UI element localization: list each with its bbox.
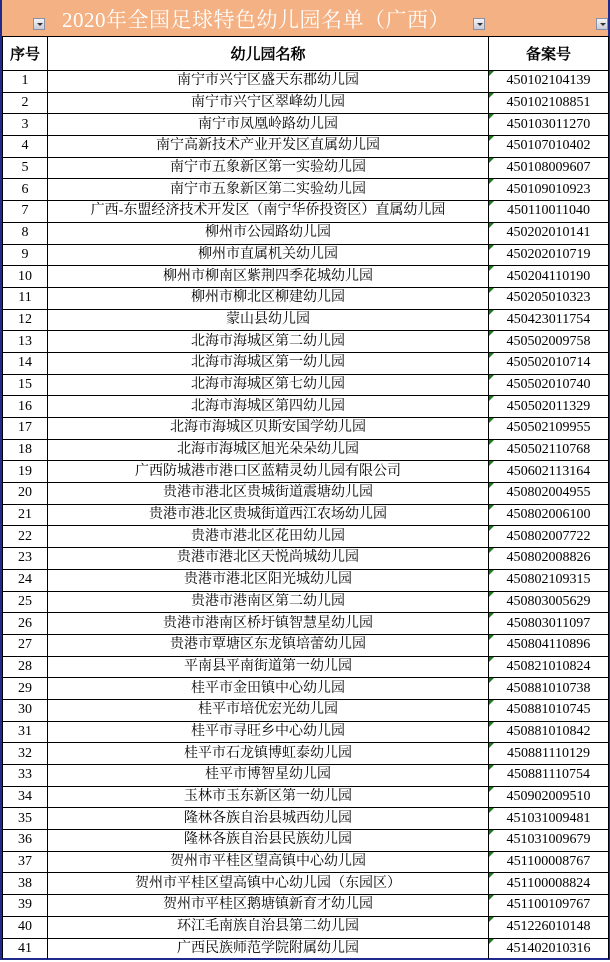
cell-code[interactable]: 450205010323 [489,287,609,309]
cell-code[interactable]: 450802007722 [489,526,609,548]
cell-code[interactable]: 450423011754 [489,309,609,331]
cell-index[interactable]: 35 [3,808,48,830]
table-row [3,504,609,526]
cell-name[interactable]: 北海市海城区第一幼儿园 [48,352,489,374]
table-row [3,678,609,700]
cell-name[interactable]: 柳州市直属机关幼儿园 [48,244,489,266]
table-row [3,179,609,201]
cell-index[interactable]: 6 [3,179,48,201]
cell-code[interactable]: 450202010141 [489,222,609,244]
cell-code[interactable]: 450502011329 [489,396,609,418]
cell-index[interactable]: 12 [3,309,48,331]
cell-name[interactable]: 贺州市平桂区望高镇中心幼儿园（东园区） [48,873,489,895]
cell-code[interactable]: 450881010738 [489,678,609,700]
cell-index[interactable]: 28 [3,656,48,678]
cell-index[interactable]: 30 [3,699,48,721]
cell-index[interactable]: 9 [3,244,48,266]
cell-index[interactable]: 26 [3,613,48,635]
cell-name[interactable]: 北海市海城区贝斯安国学幼儿园 [48,418,489,440]
table-row [3,938,609,959]
cell-name[interactable]: 桂平市寻旺乡中心幼儿园 [48,721,489,743]
cell-name[interactable]: 南宁市凤凰岭路幼儿园 [48,114,489,136]
table-row [3,244,609,266]
cell-name[interactable]: 贵港市港南区桥圩镇智慧星幼儿园 [48,613,489,635]
cell-name[interactable]: 北海市海城区第七幼儿园 [48,374,489,396]
cell-name[interactable]: 贵港市港北区阳光城幼儿园 [48,569,489,591]
table-row [3,548,609,570]
cell-code[interactable]: 450802008826 [489,548,609,570]
cell-name[interactable]: 蒙山县幼儿园 [48,309,489,331]
table-row [3,157,609,179]
cell-name[interactable]: 贵港市港北区贵城街道震塘幼儿园 [48,483,489,505]
cell-index[interactable]: 37 [3,851,48,873]
cell-code[interactable]: 450502110768 [489,439,609,461]
table-row [3,591,609,613]
cell-code[interactable]: 450802004955 [489,483,609,505]
cell-name[interactable]: 桂平市博智星幼儿园 [48,765,489,787]
cell-index[interactable]: 20 [3,483,48,505]
table-row [3,201,609,223]
table-row [3,418,609,440]
cell-code[interactable]: 450803011097 [489,613,609,635]
cell-code[interactable]: 450881010842 [489,721,609,743]
cell-code[interactable]: 451031009481 [489,808,609,830]
cell-code[interactable]: 450881010745 [489,699,609,721]
cell-code[interactable]: 450802006100 [489,504,609,526]
cell-index[interactable]: 25 [3,591,48,613]
table-row [3,136,609,158]
cell-name[interactable]: 南宁市五象新区第二实验幼儿园 [48,179,489,201]
cell-code[interactable]: 450804110896 [489,634,609,656]
cell-name[interactable]: 隆林各族自治县城西幼儿园 [48,808,489,830]
table-row [3,287,609,309]
cell-code[interactable]: 450802109315 [489,569,609,591]
cell-code[interactable]: 451100109767 [489,895,609,917]
cell-name[interactable]: 贺州市平桂区鹅塘镇新育才幼儿园 [48,895,489,917]
cell-name[interactable]: 隆林各族自治县民族幼儿园 [48,830,489,852]
table-row [3,895,609,917]
cell-index[interactable]: 2 [3,92,48,114]
table-row [3,526,609,548]
cell-index[interactable]: 38 [3,873,48,895]
header-code[interactable]: 备案号 [489,37,609,71]
table-row [3,222,609,244]
table-row [3,374,609,396]
cell-index[interactable]: 17 [3,418,48,440]
cell-name[interactable]: 贵港市港南区第二幼儿园 [48,591,489,613]
table-row [3,309,609,331]
cell-index[interactable]: 39 [3,895,48,917]
cell-name[interactable]: 柳州市柳北区柳建幼儿园 [48,287,489,309]
header-index[interactable]: 序号 [3,37,48,71]
cell-code[interactable]: 451226010148 [489,916,609,938]
table-row [3,613,609,635]
cell-index[interactable]: 7 [3,201,48,223]
cell-code[interactable]: 450103011270 [489,114,609,136]
table-body [3,71,609,960]
cell-index[interactable]: 10 [3,266,48,288]
cell-code[interactable]: 450110011040 [489,201,609,223]
cell-index[interactable]: 32 [3,743,48,765]
cell-code[interactable]: 450502010714 [489,352,609,374]
cell-name[interactable]: 广西民族师范学院附属幼儿园 [48,938,489,959]
table-row [3,808,609,830]
cell-index[interactable]: 18 [3,439,48,461]
cell-name[interactable]: 桂平市金田镇中心幼儿园 [48,678,489,700]
cell-code[interactable]: 450803005629 [489,591,609,613]
cell-name[interactable]: 南宁市兴宁区盛天东郡幼儿园 [48,71,489,93]
cell-code[interactable]: 450881110754 [489,765,609,787]
cell-code[interactable]: 450107010402 [489,136,609,158]
cell-index[interactable]: 15 [3,374,48,396]
kindergarten-table [2,36,609,959]
table-row [3,71,609,93]
table-row [3,873,609,895]
cell-name[interactable]: 北海市海城区第四幼儿园 [48,396,489,418]
table-row [3,743,609,765]
table-row [3,656,609,678]
table-row [3,634,609,656]
cell-index[interactable]: 8 [3,222,48,244]
cell-code[interactable]: 450502109955 [489,418,609,440]
cell-name[interactable]: 柳州市公园路幼儿园 [48,222,489,244]
cell-code[interactable]: 451031009679 [489,830,609,852]
cell-name[interactable]: 南宁高新技术产业开发区直属幼儿园 [48,136,489,158]
cell-index[interactable]: 36 [3,830,48,852]
cell-name[interactable]: 贵港市港北区天悦尚城幼儿园 [48,548,489,570]
cell-code[interactable]: 450109010923 [489,179,609,201]
table-row [3,786,609,808]
table-row [3,765,609,787]
cell-name[interactable]: 贵港市覃塘区东龙镇培蕾幼儿园 [48,634,489,656]
cell-index[interactable]: 1 [3,71,48,93]
cell-code[interactable]: 451402010316 [489,938,609,959]
cell-code[interactable]: 450502010740 [489,374,609,396]
table-row [3,92,609,114]
cell-name[interactable]: 贵港市港北区贵城街道西江农场幼儿园 [48,504,489,526]
cell-code[interactable]: 450202010719 [489,244,609,266]
cell-index[interactable]: 29 [3,678,48,700]
cell-name[interactable]: 平南县平南街道第一幼儿园 [48,656,489,678]
cell-index[interactable]: 4 [3,136,48,158]
table-row [3,114,609,136]
cell-code[interactable]: 450102104139 [489,71,609,93]
cell-code[interactable]: 450102108851 [489,92,609,114]
header-row [3,37,609,71]
table-row [3,266,609,288]
cell-name[interactable]: 玉林市玉东新区第一幼儿园 [48,786,489,808]
cell-name[interactable]: 南宁市五象新区第一实验幼儿园 [48,157,489,179]
cell-index[interactable]: 23 [3,548,48,570]
cell-name[interactable]: 桂平市培优宏光幼儿园 [48,699,489,721]
table-row [3,916,609,938]
table-row [3,396,609,418]
table-row [3,569,609,591]
cell-index[interactable]: 41 [3,938,48,959]
cell-code[interactable]: 450881110129 [489,743,609,765]
cell-code[interactable]: 450108009607 [489,157,609,179]
cell-index[interactable]: 11 [3,287,48,309]
cell-code[interactable]: 450502009758 [489,331,609,353]
cell-index[interactable]: 40 [3,916,48,938]
table-row [3,851,609,873]
cell-index[interactable]: 16 [3,396,48,418]
cell-index[interactable]: 3 [3,114,48,136]
table-row [3,830,609,852]
cell-index[interactable]: 14 [3,352,48,374]
cell-name[interactable]: 北海市海城区第二幼儿园 [48,331,489,353]
table-row [3,483,609,505]
cell-index[interactable]: 33 [3,765,48,787]
cell-name[interactable]: 广西-东盟经济技术开发区（南宁华侨投资区）直属幼儿园 [48,201,489,223]
cell-index[interactable]: 13 [3,331,48,353]
cell-index[interactable]: 34 [3,786,48,808]
sheet-title: 2020年全国足球特色幼儿园名单（广西） [62,8,450,32]
cell-code[interactable]: 450602113164 [489,461,609,483]
cell-index[interactable]: 21 [3,504,48,526]
table-row [3,461,609,483]
cell-code[interactable]: 451100008824 [489,873,609,895]
table-row [3,721,609,743]
cell-name[interactable]: 北海市海城区旭光朵朵幼儿园 [48,439,489,461]
cell-name[interactable]: 桂平市石龙镇博虹泰幼儿园 [48,743,489,765]
cell-name[interactable]: 柳州市柳南区紫荆四季花城幼儿园 [48,266,489,288]
table-row [3,331,609,353]
cell-index[interactable]: 19 [3,461,48,483]
cell-code[interactable]: 451100008767 [489,851,609,873]
cell-name[interactable]: 环江毛南族自治县第二幼儿园 [48,916,489,938]
cell-index[interactable]: 27 [3,634,48,656]
cell-index[interactable]: 24 [3,569,48,591]
table-row [3,699,609,721]
cell-name[interactable]: 广西防城港市港口区蓝精灵幼儿园有限公司 [48,461,489,483]
cell-code[interactable]: 450204110190 [489,266,609,288]
cell-name[interactable]: 贵港市港北区花田幼儿园 [48,526,489,548]
cell-code[interactable]: 450902009510 [489,786,609,808]
cell-index[interactable]: 5 [3,157,48,179]
cell-index[interactable]: 31 [3,721,48,743]
header-name[interactable]: 幼儿园名称 [48,37,489,71]
cell-index[interactable]: 22 [3,526,48,548]
table-row [3,439,609,461]
cell-name[interactable]: 南宁市兴宁区翠峰幼儿园 [48,92,489,114]
cell-name[interactable]: 贺州市平桂区望高镇中心幼儿园 [48,851,489,873]
table-row [3,352,609,374]
cell-code[interactable]: 450821010824 [489,656,609,678]
